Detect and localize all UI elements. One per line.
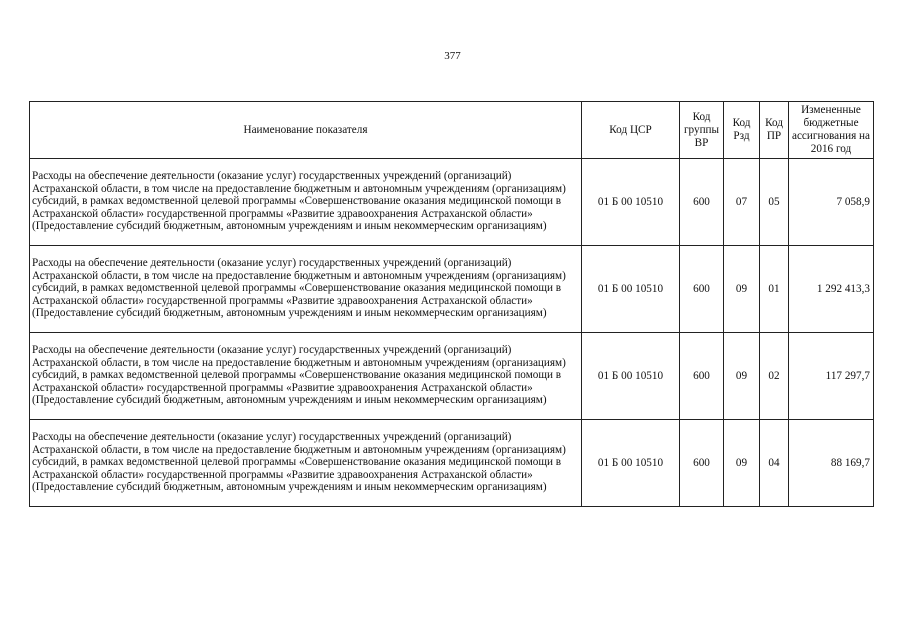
row-name: Расходы на обеспечение деятельности (оказание услуг) государственных учреждений (организаций) Астраханской области, в том числе на предоставление бюджетным и автономным учреждениям (организациям) субсидий, в рамках ведомственной целевой программы «Совершенствование оказания медицинской помощи в Астраханской области» государственной программы «Развитие здравоохранения Астраханской области» (Предоставление субсидий бюджетным, автономным учреждениям и иным некоммерческим организациям) [30, 159, 582, 246]
row-csr: 01 Б 00 10510 [582, 159, 680, 246]
header-pr: Код ПР [760, 102, 789, 159]
row-pr: 05 [760, 159, 789, 246]
header-rzd: Код Рзд [724, 102, 760, 159]
header-amount: Измененные бюджетные ассигнования на 2016 год [789, 102, 874, 159]
table-row [30, 159, 874, 246]
row-amount: 1 292 413,3 [789, 246, 874, 333]
budget-table [29, 101, 874, 507]
row-pr: 02 [760, 333, 789, 420]
row-csr: 01 Б 00 10510 [582, 333, 680, 420]
row-vr: 600 [680, 333, 724, 420]
header-csr: Код ЦСР [582, 102, 680, 159]
row-amount: 7 058,9 [789, 159, 874, 246]
header-vr: Код группы ВР [680, 102, 724, 159]
table-header-row [30, 102, 874, 159]
page-number: 377 [444, 50, 461, 62]
row-vr: 600 [680, 246, 724, 333]
table-row [30, 246, 874, 333]
row-vr: 600 [680, 420, 724, 507]
row-vr: 600 [680, 159, 724, 246]
row-csr: 01 Б 00 10510 [582, 420, 680, 507]
row-amount: 117 297,7 [789, 333, 874, 420]
header-name: Наименование показателя [30, 102, 582, 159]
row-name: Расходы на обеспечение деятельности (оказание услуг) государственных учреждений (организаций) Астраханской области, в том числе на предоставление бюджетным и автономным учреждениям (организациям) субсидий, в рамках ведомственной целевой программы «Совершенствование оказания медицинской помощи в Астраханской области» государственной программы «Развитие здравоохранения Астраханской области» (Предоставление субсидий бюджетным, автономным учреждениям и иным некоммерческим организациям) [30, 420, 582, 507]
row-name: Расходы на обеспечение деятельности (оказание услуг) государственных учреждений (организаций) Астраханской области, в том числе на предоставление бюджетным и автономным учреждениям (организациям) субсидий, в рамках ведомственной целевой программы «Совершенствование оказания медицинской помощи в Астраханской области» государственной программы «Развитие здравоохранения Астраханской области» (Предоставление субсидий бюджетным, автономным учреждениям и иным некоммерческим организациям) [30, 333, 582, 420]
row-rzd: 09 [724, 246, 760, 333]
row-rzd: 09 [724, 333, 760, 420]
row-csr: 01 Б 00 10510 [582, 246, 680, 333]
table-row [30, 333, 874, 420]
row-name: Расходы на обеспечение деятельности (оказание услуг) государственных учреждений (организаций) Астраханской области, в том числе на предоставление бюджетным и автономным учреждениям (организациям) субсидий, в рамках ведомственной целевой программы «Совершенствование оказания медицинской помощи в Астраханской области» государственной программы «Развитие здравоохранения Астраханской области» (Предоставление субсидий бюджетным, автономным учреждениям и иным некоммерческим организациям) [30, 246, 582, 333]
row-pr: 04 [760, 420, 789, 507]
row-amount: 88 169,7 [789, 420, 874, 507]
row-rzd: 09 [724, 420, 760, 507]
row-rzd: 07 [724, 159, 760, 246]
table-row [30, 420, 874, 507]
row-pr: 01 [760, 246, 789, 333]
